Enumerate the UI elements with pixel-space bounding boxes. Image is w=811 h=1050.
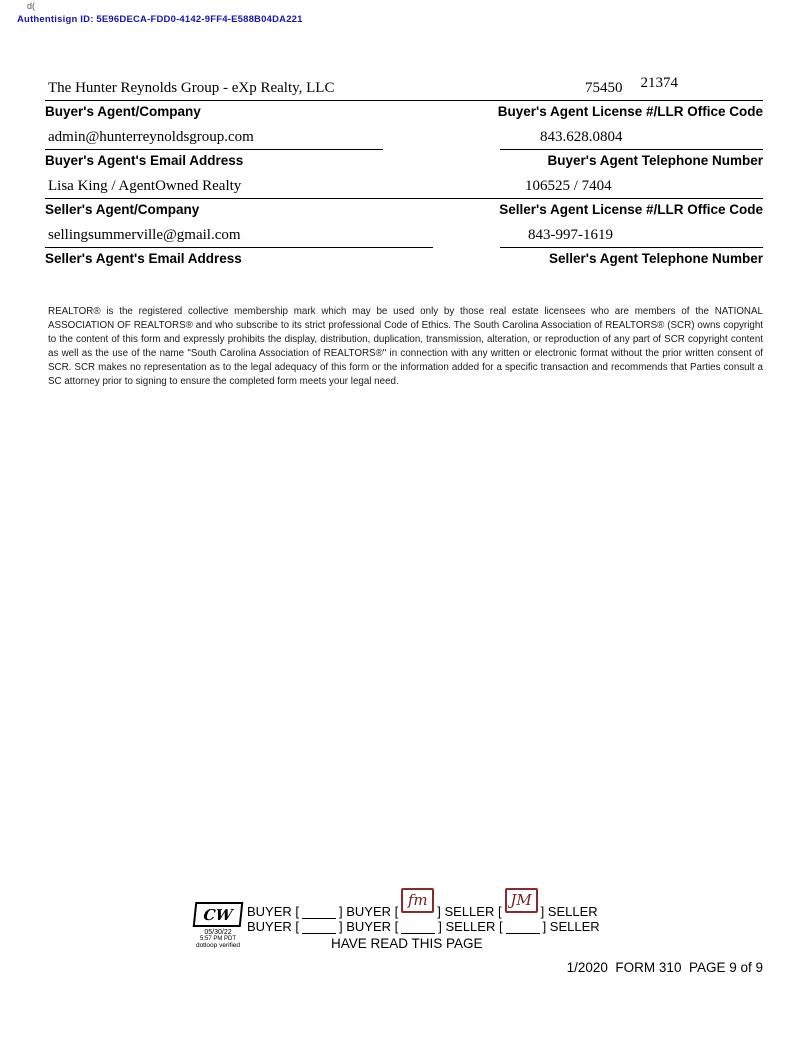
buyers-agent-phone-label: Buyer's Agent Telephone Number [547,153,763,168]
buyer-open-4: ] BUYER [ [339,919,399,934]
form-footer: 1/2020 FORM 310 PAGE 9 of 9 [566,960,763,975]
buyers-agent-license-label: Buyer's Agent License #/LLR Office Code [497,104,763,119]
seller-open-1: ] SELLER [ [437,903,502,919]
sellers-agent-email-value: sellingsummerville@gmail.com [45,227,433,248]
scan-artifact-text: d( [27,1,36,11]
stamp-date: 05/30/22 [204,929,232,936]
seller-close-1: ] SELLER [540,903,598,919]
buyer-open-3: BUYER [ [247,919,300,934]
buyers-agent-email-value: admin@hunterreynoldsgroup.com [45,129,383,150]
buyer-open-2: ] BUYER [ [339,903,399,919]
buyers-agent-company-label: Buyer's Agent/Company [45,104,201,119]
field-row-sellers-agent-email [45,227,763,266]
sellers-agent-license-label: Seller's Agent License #/LLR Office Code [499,202,763,217]
office-code: 21374 [640,75,678,91]
sellers-agent-company-label: Seller's Agent/Company [45,202,200,217]
initials-lines [247,891,600,934]
authentisign-id: Authentisign ID: 5E96DECA-FDD0-4142-9FF4-E588B04DA221 [17,14,303,25]
buyer4-initial-slot[interactable] [401,922,435,934]
buyer-open-1: BUYER [ [247,903,300,919]
buyer1-initial-slot[interactable] [302,907,336,919]
buyers-agent-email-label: Buyer's Agent's Email Address [45,153,244,168]
seller2-initial-slot[interactable] [506,922,540,934]
dotloop-initials-stamp[interactable] [191,902,245,949]
initials-cw[interactable]: CW [193,902,244,927]
have-read-this-page-text: HAVE READ THIS PAGE [331,936,483,951]
buyer2-initials-box[interactable]: fm [401,888,434,913]
sellers-agent-email-label: Seller's Agent's Email Address [45,251,242,266]
initials-line-1 [247,891,600,919]
seller-open-2: ] SELLER [ [438,919,503,934]
dotloop-verified-label: dotloop verified [195,942,241,949]
sellers-agent-company-value: Lisa King / AgentOwned Realty [45,178,500,199]
buyers-agent-license-value [500,75,763,101]
buyer3-initial-slot[interactable] [302,922,336,934]
license-number: 75450 [585,80,623,96]
sellers-agent-phone-label: Seller's Agent Telephone Number [548,251,763,266]
stamp-time: 5:57 PM PDT [199,936,236,942]
seller-close-2: ] SELLER [542,919,600,934]
field-row-buyers-agent-email [45,129,763,168]
copyright-legal-text: REALTOR® is the registered collective membership mark which may be used only by those real estate licensees who are members of the NATIONAL ASSOCIATION OF REALTORS® and who subscribe to its strict professional Code of Ethics. The South Carolina Association of REALTORS® (SCR) owns copyright to the content of this form and expressly prohibits the display, distribution, duplication, transmission, alteration, or reproduction of any part of SCR copyright content as well as the use of the name "South Carolina Association of REALTORS®" in connection with any written or electronic format without the prior written consent of SCR. SCR makes no representation as to the legal adequacy of this form or the information added for a specific transaction and recommends that Parties consult a SC attorney prior to signing to ensure the completed form meets your legal need. [48,306,763,388]
initials-line-2 [247,919,600,935]
buyers-agent-company-value: The Hunter Reynolds Group - eXp Realty, LLC [45,80,500,101]
seller1-initials-box[interactable]: JM [505,888,538,913]
sellers-agent-phone-value: 843-997-1619 [500,227,763,248]
field-row-sellers-agent-company [45,178,763,217]
buyers-agent-phone-value: 843.628.0804 [500,129,763,150]
sellers-agent-license-value: 106525 / 7404 [500,178,763,199]
field-row-buyers-agent-company [45,75,763,119]
agent-info-form [45,75,763,276]
